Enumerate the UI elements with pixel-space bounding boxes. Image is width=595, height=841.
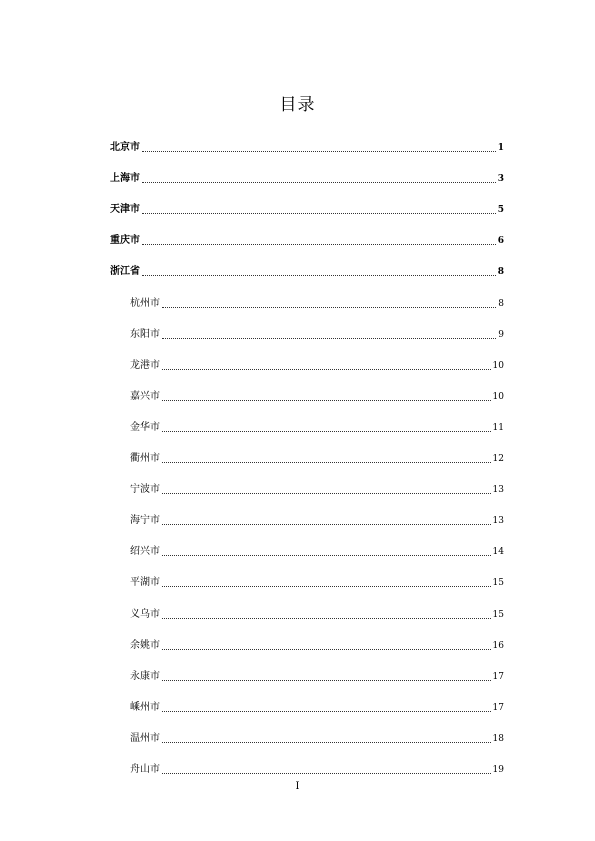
toc-entry-page-number: 15 <box>492 578 504 589</box>
toc-entry-label: 上海市 <box>110 173 140 185</box>
toc-entry-page-number: 13 <box>492 485 504 496</box>
toc-entry-page-number: 12 <box>492 454 504 465</box>
toc-list <box>110 124 504 777</box>
toc-dot-leader <box>162 772 491 774</box>
toc-dot-leader <box>162 648 491 650</box>
toc-entry[interactable] <box>110 684 504 715</box>
toc-entry-page-number: 5 <box>497 205 504 216</box>
toc-entry-page-number: 6 <box>497 236 504 247</box>
toc-entry[interactable] <box>110 528 504 559</box>
toc-dot-leader <box>162 710 491 712</box>
toc-entry-page-number: 17 <box>492 671 504 682</box>
toc-entry-label: 温州市 <box>130 732 160 744</box>
toc-entry-page-number: 8 <box>498 298 504 309</box>
toc-entry[interactable] <box>110 497 504 528</box>
toc-entry-label: 衢州市 <box>130 453 160 465</box>
toc-entry[interactable] <box>110 715 504 746</box>
toc-dot-leader <box>162 523 491 525</box>
toc-entry-label: 海宁市 <box>130 515 160 527</box>
toc-title: 目录 <box>279 95 316 115</box>
toc-entry[interactable] <box>110 653 504 684</box>
toc-dot-leader <box>162 679 491 681</box>
toc-entry-page-number: 16 <box>492 640 504 651</box>
toc-entry-label: 天津市 <box>110 204 140 216</box>
toc-entry-page-number: 3 <box>497 174 504 185</box>
toc-entry-label: 义乌市 <box>130 608 160 620</box>
toc-entry-page-number: 11 <box>492 422 504 433</box>
toc-dot-leader <box>162 741 491 743</box>
toc-dot-leader <box>162 492 491 494</box>
toc-dot-leader <box>162 306 496 308</box>
toc-entry-label: 北京市 <box>110 142 140 154</box>
toc-entry[interactable] <box>110 311 504 342</box>
toc-dot-leader <box>162 617 491 619</box>
toc-entry-page-number: 10 <box>492 360 504 371</box>
toc-entry-page-number: 17 <box>492 702 504 713</box>
toc-entry[interactable] <box>110 435 504 466</box>
toc-entry-label: 永康市 <box>130 670 160 682</box>
toc-dot-leader <box>162 585 491 587</box>
toc-dot-leader <box>142 274 496 276</box>
toc-entry[interactable] <box>110 622 504 653</box>
toc-dot-leader <box>162 461 491 463</box>
toc-entry-label: 舟山市 <box>130 763 160 775</box>
toc-entry-page-number: 18 <box>492 733 504 744</box>
toc-entry[interactable] <box>110 466 504 497</box>
toc-entry-label: 嵊州市 <box>130 701 160 713</box>
toc-entry[interactable] <box>110 590 504 621</box>
page-number: I <box>295 781 300 792</box>
toc-entry-label: 宁波市 <box>130 484 160 496</box>
toc-entry[interactable] <box>110 124 504 155</box>
toc-entry-page-number: 14 <box>492 547 504 558</box>
toc-entry-page-number: 15 <box>492 609 504 620</box>
toc-entry[interactable] <box>110 746 504 777</box>
toc-entry-page-number: 9 <box>498 329 504 340</box>
toc-entry-label: 余姚市 <box>130 639 160 651</box>
toc-dot-leader <box>162 337 496 339</box>
toc-entry[interactable] <box>110 559 504 590</box>
toc-dot-leader <box>162 399 491 401</box>
toc-entry[interactable] <box>110 373 504 404</box>
toc-entry-label: 嘉兴市 <box>130 390 160 402</box>
toc-entry[interactable] <box>110 342 504 373</box>
toc-entry-label: 龙港市 <box>130 359 160 371</box>
toc-entry-page-number: 10 <box>492 391 504 402</box>
toc-entry-label: 重庆市 <box>110 235 140 247</box>
toc-entry[interactable] <box>110 217 504 248</box>
toc-dot-leader <box>142 243 496 245</box>
toc-entry-page-number: 8 <box>497 267 504 278</box>
toc-entry-label: 绍兴市 <box>130 546 160 558</box>
toc-entry-page-number: 19 <box>492 764 504 775</box>
toc-entry-label: 浙江省 <box>110 266 140 278</box>
toc-dot-leader <box>142 181 496 183</box>
toc-dot-leader <box>142 212 496 214</box>
toc-dot-leader <box>162 554 491 556</box>
toc-entry-page-number: 1 <box>497 143 504 154</box>
toc-entry-label: 金华市 <box>130 421 160 433</box>
toc-entry[interactable] <box>110 186 504 217</box>
toc-dot-leader <box>142 150 496 152</box>
toc-entry-label: 东阳市 <box>130 328 160 340</box>
toc-entry-page-number: 13 <box>492 516 504 527</box>
toc-entry[interactable] <box>110 155 504 186</box>
toc-entry[interactable] <box>110 248 504 279</box>
toc-entry-label: 平湖市 <box>130 577 160 589</box>
toc-dot-leader <box>162 368 491 370</box>
toc-entry[interactable] <box>110 404 504 435</box>
toc-dot-leader <box>162 430 491 432</box>
toc-entry[interactable] <box>110 279 504 310</box>
toc-entry-label: 杭州市 <box>130 297 160 309</box>
